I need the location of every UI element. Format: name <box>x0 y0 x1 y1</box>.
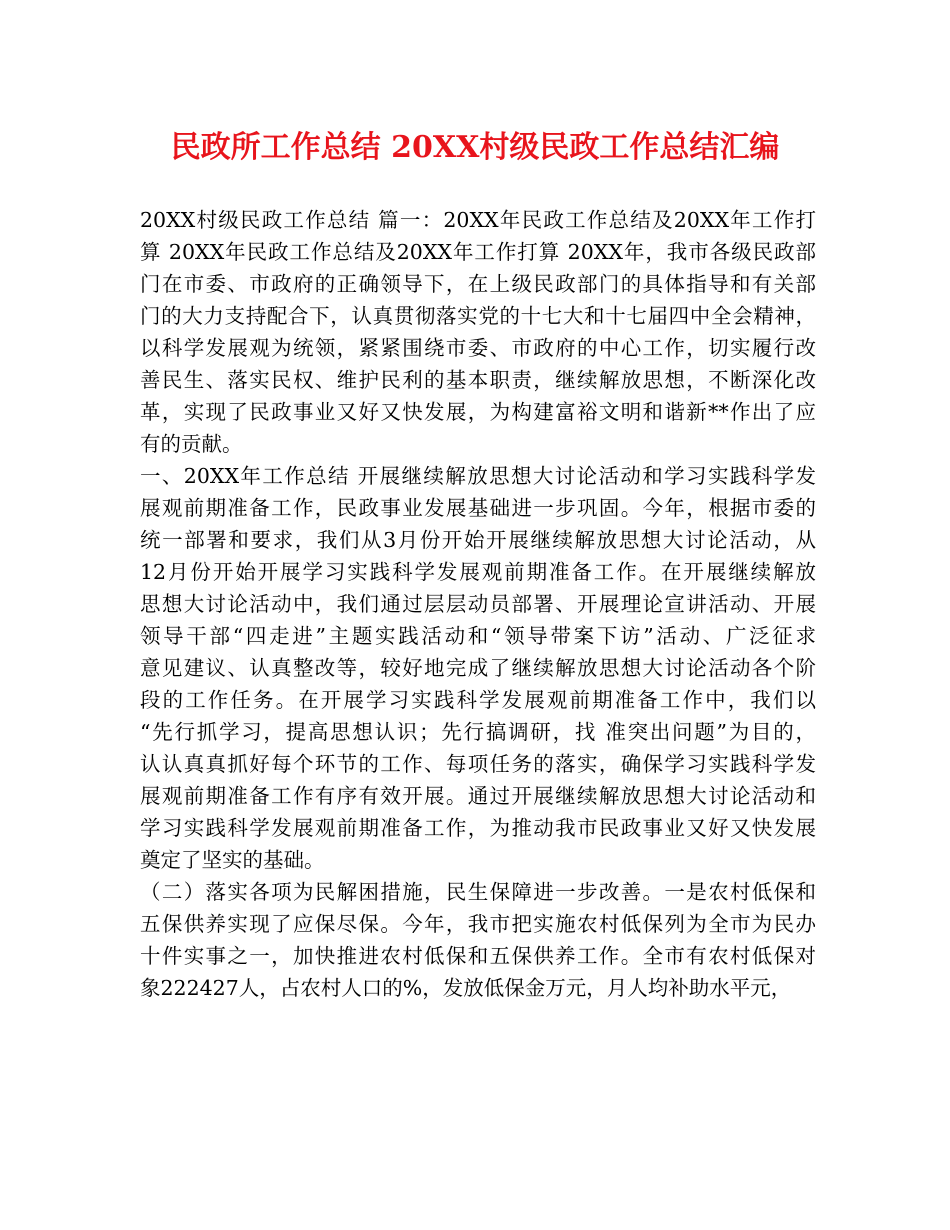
body-line: 统一部署和要求，我们从3月份开始开展继续解放思想大讨论活动，从 <box>140 528 816 552</box>
body-line: 思想大讨论活动中，我们通过层层动员部署、开展理论宣讲活动、开展 <box>140 592 816 616</box>
document-title: 民政所工作总结 20XX村级民政工作总结汇编 <box>170 130 780 165</box>
body-line: 善民生、落实民权、维护民利的基本职责，继续解放思想，不断深化改 <box>140 368 816 392</box>
body-line: 十件实事之一，加快推进农村低保和五保供养工作。全市有农村低保对 <box>140 944 816 968</box>
body-line: 革，实现了民政事业又好又快发展，为构建富裕文明和谐新**作出了应 <box>140 400 816 424</box>
body-line: 奠定了坚实的基础。 <box>140 848 325 872</box>
body-line: 算 20XX年民政工作总结及20XX年工作打算 20XX年，我市各级民政部 <box>140 240 816 264</box>
body-line: 20XX村级民政工作总结 篇一：20XX年民政工作总结及20XX年工作打 <box>140 208 816 232</box>
body-line: 门在市委、市政府的正确领导下，在上级民政部门的具体指导和有关部 <box>140 272 816 296</box>
body-line: 五保供养实现了应保尽保。今年，我市把实施农村低保列为全市为民办 <box>140 912 816 936</box>
body-line: 领导干部“四走进”主题实践活动和“领导带案下访”活动、广泛征求 <box>140 624 816 648</box>
document-body <box>140 204 816 1004</box>
body-line: 认认真真抓好每个环节的工作、每项任务的落实，确保学习实践科学发 <box>140 752 816 776</box>
body-line: 门的大力支持配合下，认真贯彻落实党的十七大和十七届四中全会精神， <box>140 304 816 328</box>
body-line: 意见建议、认真整改等，较好地完成了继续解放思想大讨论活动各个阶 <box>140 656 816 680</box>
body-line: 展观前期准备工作，民政事业发展基础进一步巩固。今年，根据市委的 <box>140 496 816 520</box>
body-line: “先行抓学习，提高思想认识；先行搞调研，找 准突出问题”为目的， <box>140 720 816 744</box>
body-line: 有的贡献。 <box>140 432 243 456</box>
body-line: 学习实践科学发展观前期准备工作，为推动我市民政事业又好又快发展 <box>140 816 816 840</box>
body-line: （二）落实各项为民解困措施，民生保障进一步改善。一是农村低保和 <box>140 880 816 904</box>
body-line: 段的工作任务。在开展学习实践科学发展观前期准备工作中，我们以 <box>140 688 816 712</box>
body-line: 展观前期准备工作有序有效开展。通过开展继续解放思想大讨论活动和 <box>140 784 816 808</box>
body-line: 象222427人，占农村人口的%，发放低保金万元，月人均补助水平元， <box>140 976 792 1000</box>
body-line: 以科学发展观为统领，紧紧围绕市委、市政府的中心工作，切实履行改 <box>140 336 816 360</box>
body-line: 12月份开始开展学习实践科学发展观前期准备工作。在开展继续解放 <box>140 560 816 584</box>
body-line: 一、20XX年工作总结 开展继续解放思想大讨论活动和学习实践科学发 <box>140 464 816 488</box>
